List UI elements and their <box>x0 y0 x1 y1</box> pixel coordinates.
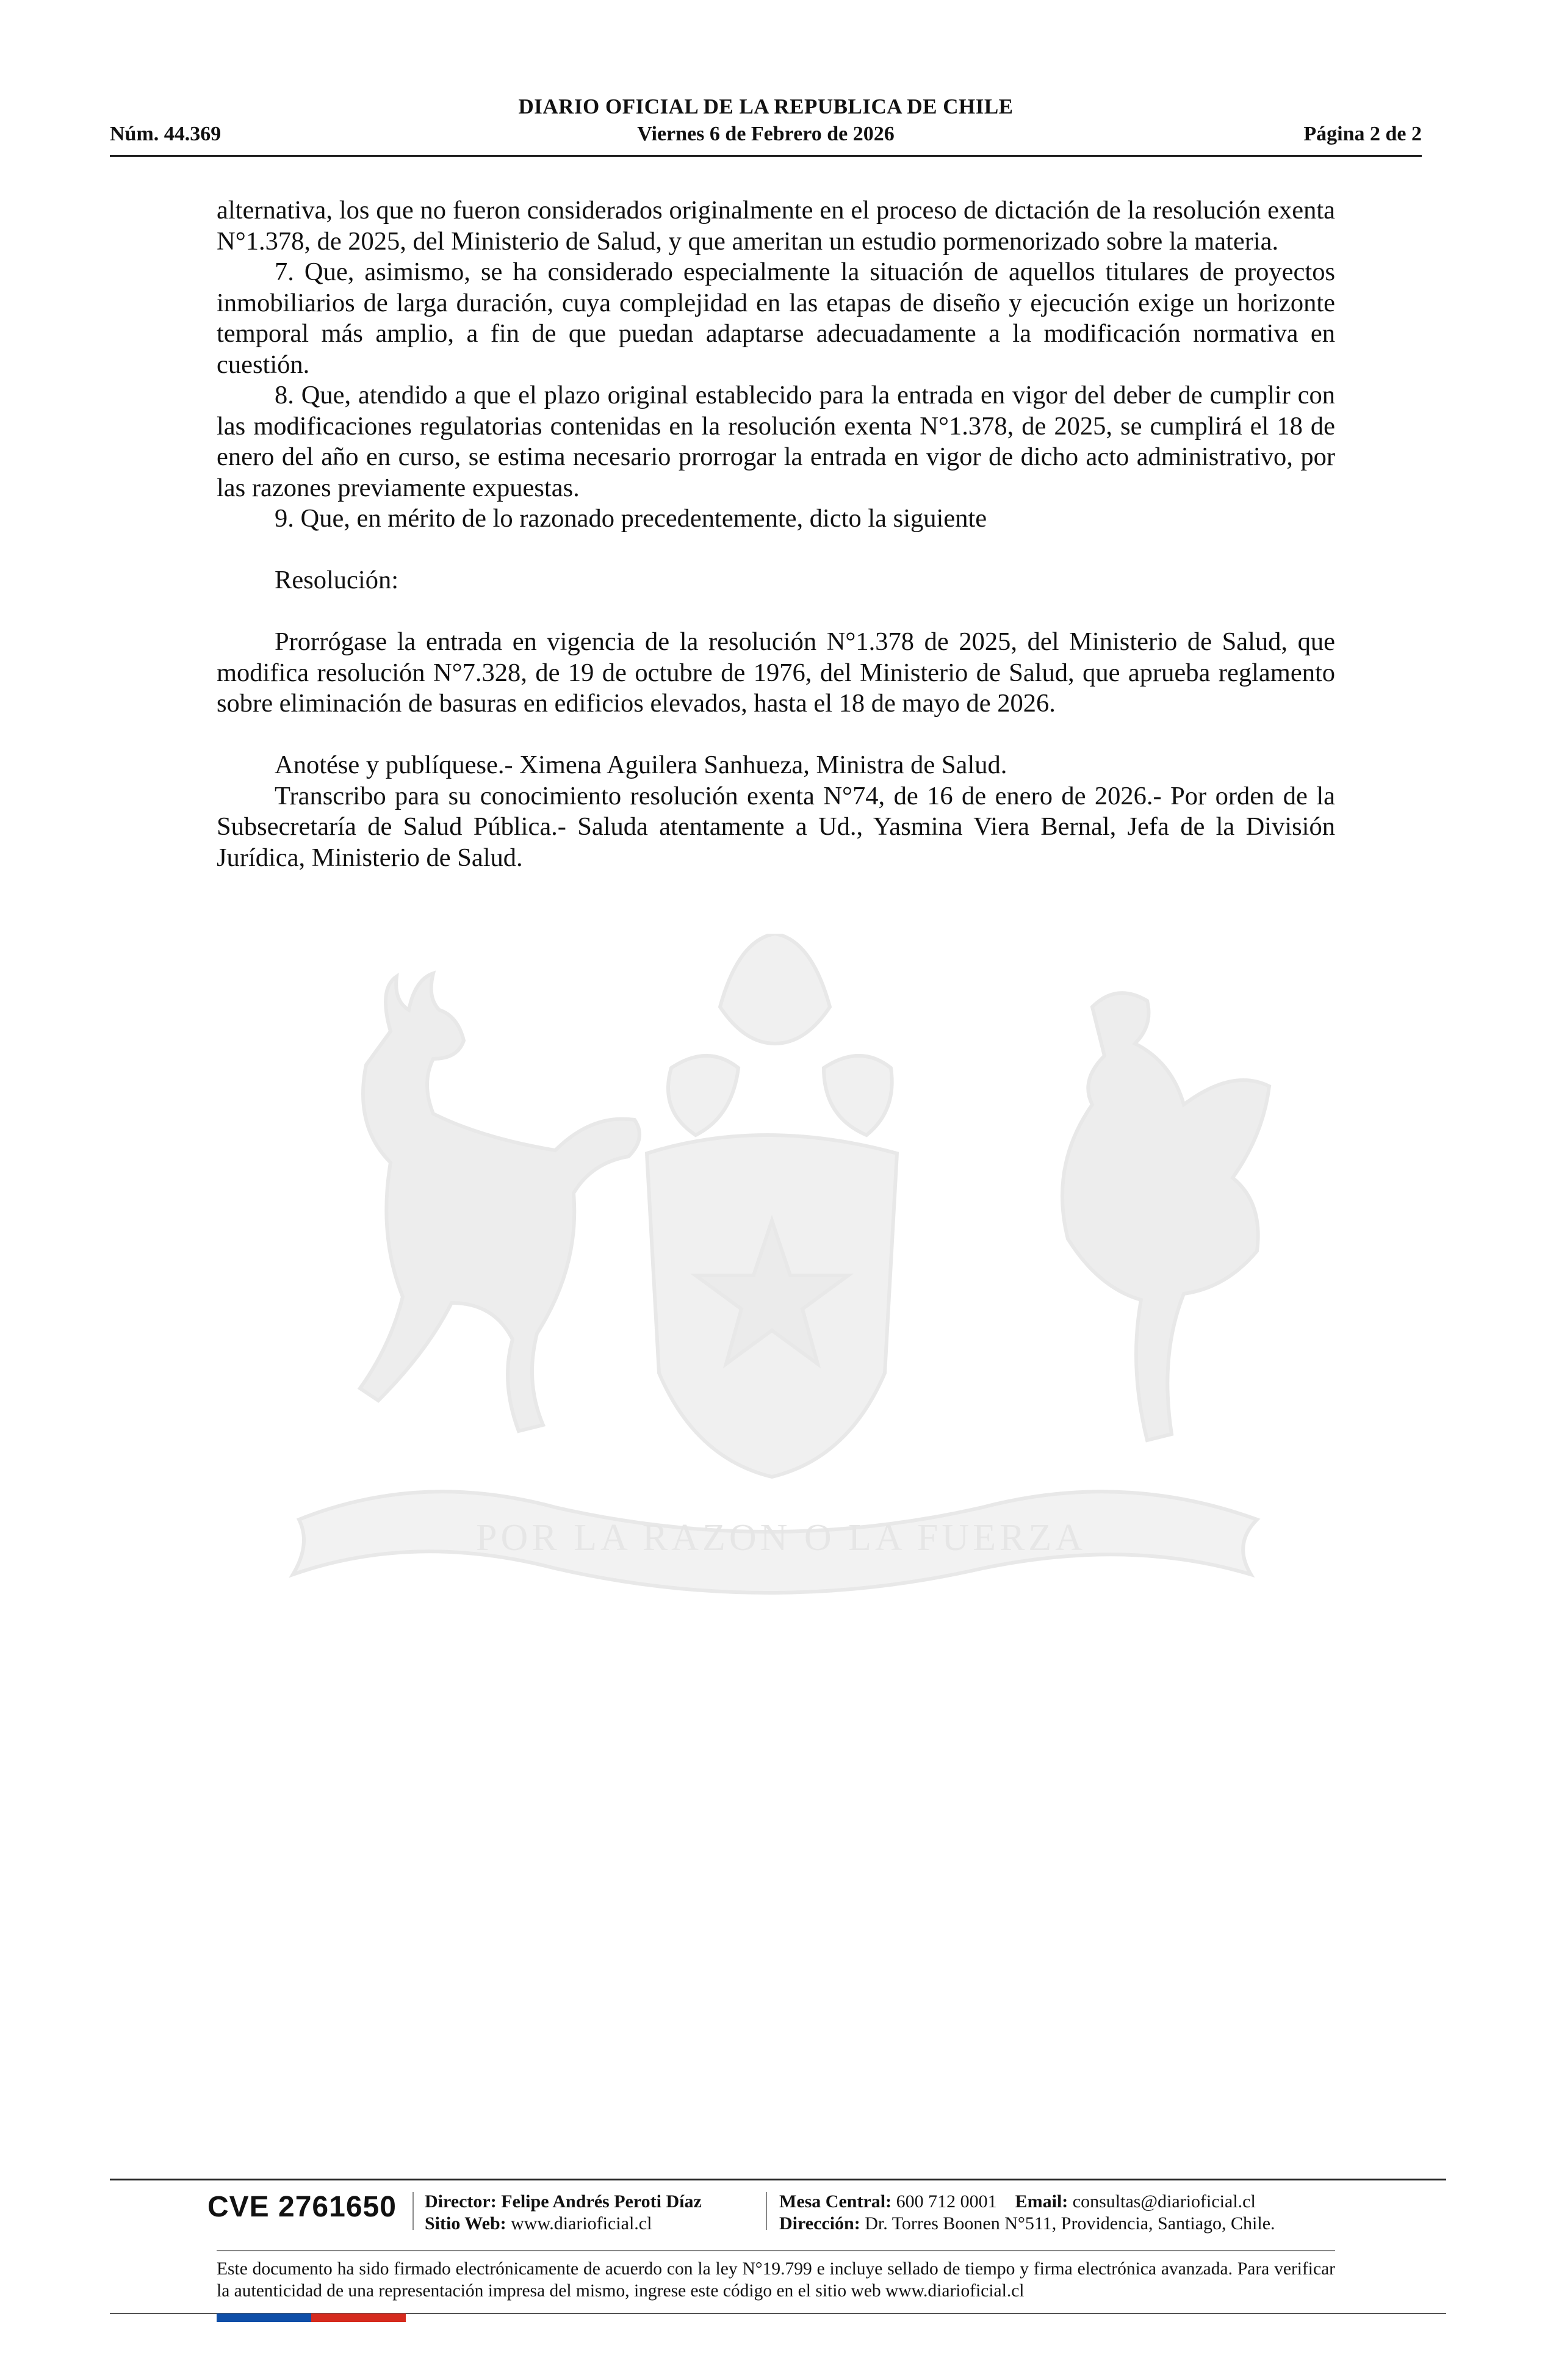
watermark-motto: POR LA RAZON O LA FUERZA <box>475 1517 1087 1559</box>
flag-red-segment <box>311 2313 406 2322</box>
issue-number: Núm. 44.369 <box>110 123 222 145</box>
director-name: Felipe Andrés Peroti Díaz <box>501 2191 702 2212</box>
footer-director-block: Director: Felipe Andrés Peroti Díaz Sitio Web: www.diarioficial.cl <box>425 2191 702 2234</box>
signature-notice: Este documento ha sido firmado electrónicamente de acuerdo con la ley N°19.799 e incluye sellado de tiempo y firma electrónica avanzada. Para verificar la autenticidad de una representación impresa del mismo, ingrese este código en el sitio web www.diarioficial.cl <box>217 2259 1335 2301</box>
newspaper-title: DIARIO OFICIAL DE LA REPUBLICA DE CHILE <box>518 95 1014 118</box>
resolution-heading: Resolución: <box>275 566 399 594</box>
page-number: Página 2 de 2 <box>1303 123 1422 145</box>
flag-blue-segment <box>217 2313 311 2322</box>
website-link[interactable]: www.diarioficial.cl <box>511 2213 652 2234</box>
coat-of-arms-watermark <box>207 934 1355 1666</box>
paragraph-8: 8. Que, atendido a que el plazo original establecido para la entrada en vigor del deber de cumplir con las modificaciones regulatorias contenidas en la resolución exenta N°1.378, de 2025, se cumplirá el 18 de enero del año en curso, se estima necesario prorrogar la entrada en vigor de dicho acto administrativo, por las razones previamente expuestas. <box>217 381 1335 502</box>
flag-color-bar <box>217 2313 406 2322</box>
resolution-text: Prorrógase la entrada en vigencia de la resolución N°1.378 de 2025, del Ministerio de Salud, que modifica resolución N°7.328, de 19 de octubre de 1976, del Ministerio de Salud, que aprueba reglamento sobre eliminación de basuras en edificios elevados, hasta el 18 de mayo de 2026. <box>217 627 1335 718</box>
paragraph-continuation: alternativa, los que no fueron considerados originalmente en el proceso de dictación de la resolución exenta N°1.378, de 2025, del Ministerio de Salud, y que ameritan un estudio pormenorizado sobre la materia. <box>217 196 1335 256</box>
signature-line: Anotése y publíquese.- Ximena Aguilera Sanhueza, Ministra de Salud. <box>275 751 1007 779</box>
phone-number: 600 712 0001 <box>896 2191 997 2212</box>
cve-code: CVE 2761650 <box>207 2191 397 2223</box>
document-body <box>217 195 1335 873</box>
header-divider <box>110 155 1422 157</box>
page-header <box>110 95 1422 156</box>
paragraph-9: 9. Que, en mérito de lo razonado precedentemente, dicto la siguiente <box>275 504 987 533</box>
issue-date: Viernes 6 de Febrero de 2026 <box>637 123 895 145</box>
footer-contact-block: Mesa Central: 600 712 0001 Email: consultas@diarioficial.cl Dirección: Dr. Torres Boonen N°511, Providencia, Santiago, Chile. <box>779 2191 1275 2234</box>
paragraph-7: 7. Que, asimismo, se ha considerado especialmente la situación de aquellos titulares de proyectos inmobiliarios de larga duración, cuya complejidad en las etapas de diseño y ejecución exige un horizonte temporal más amplio, a fin de que puedan adaptarse adecuadamente a la modificación normativa en cuestión. <box>217 258 1335 379</box>
footer-divider <box>110 2179 1446 2180</box>
address: Dr. Torres Boonen N°511, Providencia, Santiago, Chile. <box>865 2213 1275 2234</box>
transcription-paragraph: Transcribo para su conocimiento resolución exenta N°74, de 16 de enero de 2026.- Por orden de la Subsecretaría de Salud Pública.- Saluda atentamente a Ud., Yasmina Viera Bernal, Jefa de la División Jurídica, Ministerio de Salud. <box>217 781 1335 872</box>
email-link[interactable]: consultas@diarioficial.cl <box>1072 2191 1256 2212</box>
